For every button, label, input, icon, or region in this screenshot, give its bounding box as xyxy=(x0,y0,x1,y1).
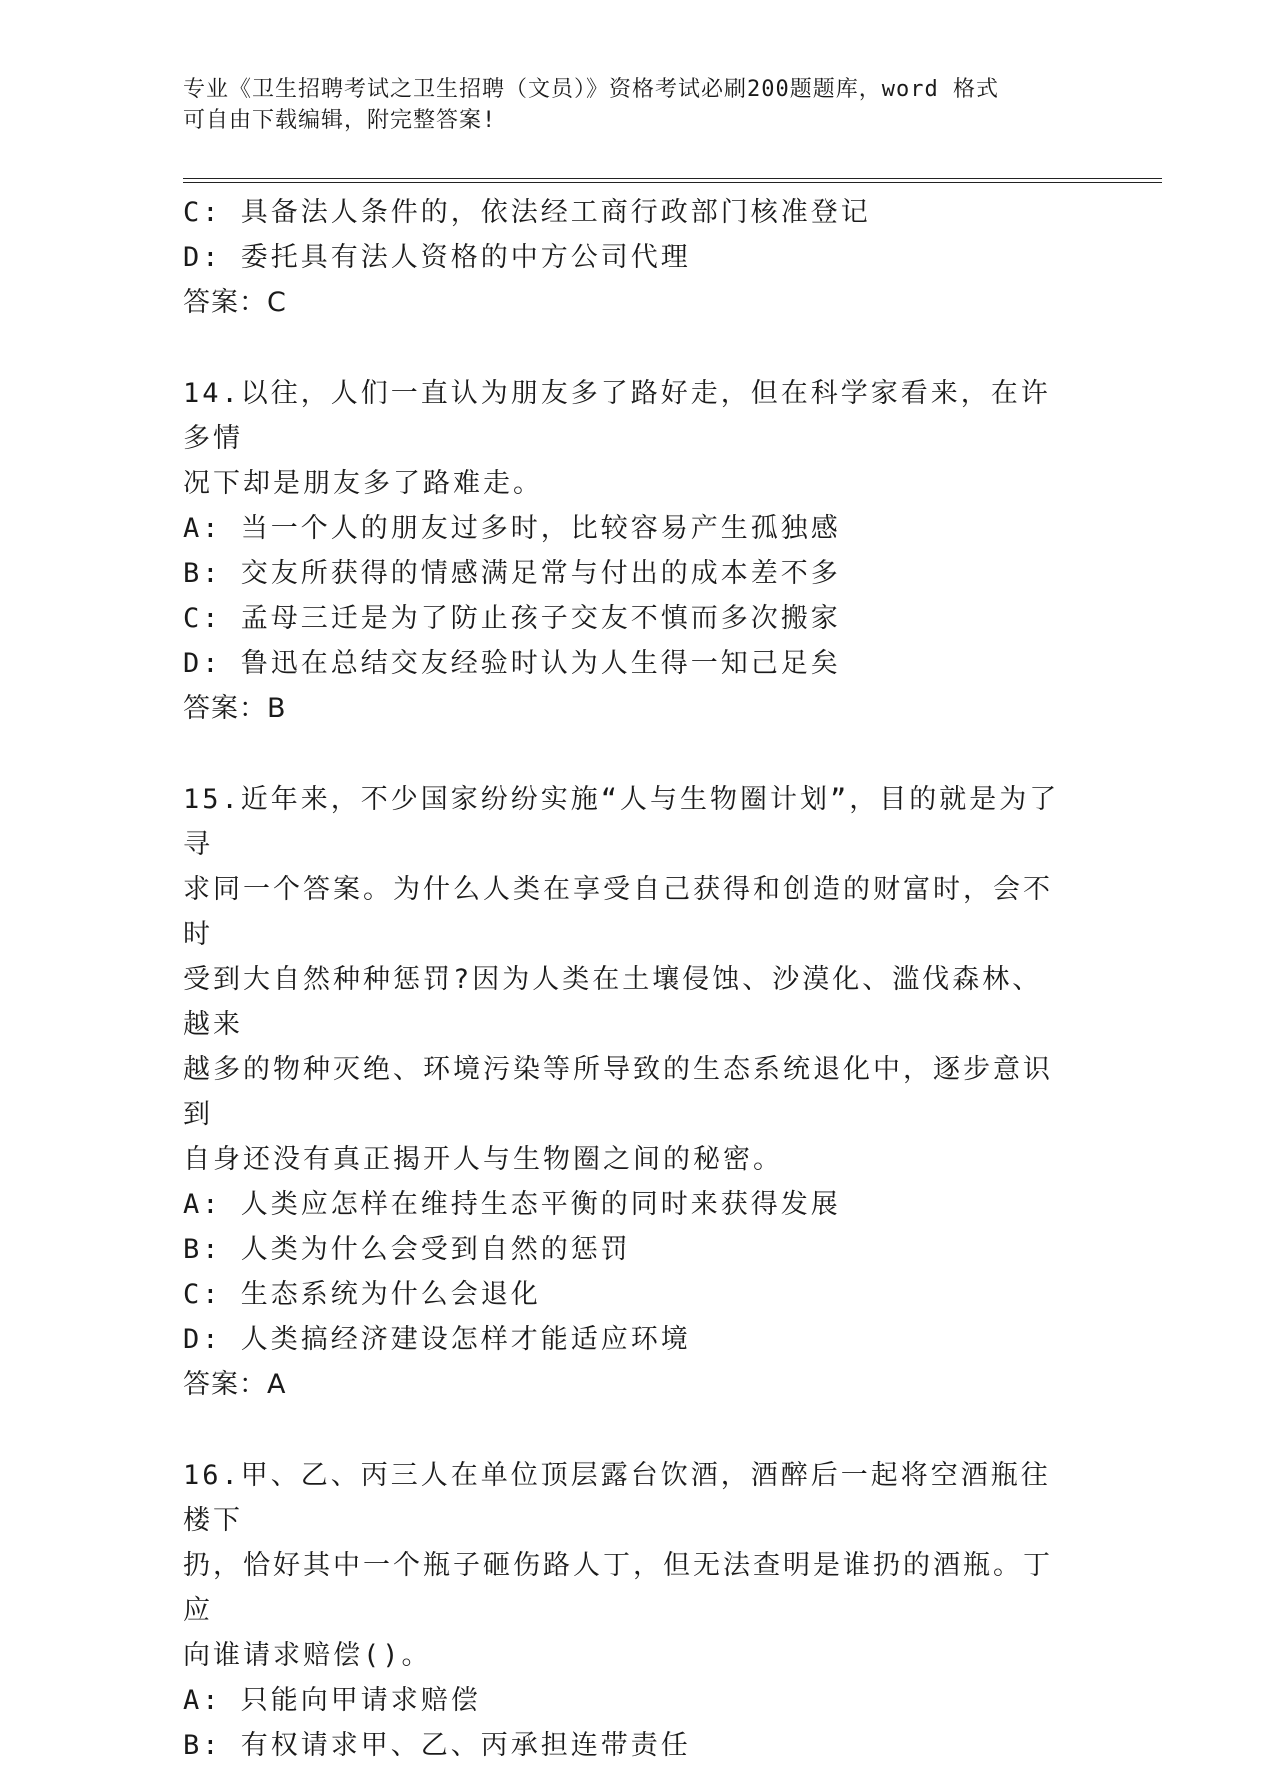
question-stem-line: 越多的物种灭绝、环境污染等所导致的生态系统退化中，逐步意识到 xyxy=(183,1054,1053,1130)
header-title-line-2: 可自由下载编辑，附完整答案! xyxy=(183,108,497,133)
option-b: B: 交友所获得的情感满足常与付出的成本差不多 xyxy=(183,558,841,589)
question-16 xyxy=(183,1453,1063,1768)
question-stem-line: 求同一个答案。为什么人类在享受自己获得和创造的财富时，会不时 xyxy=(183,874,1053,950)
option-a: A: 人类应怎样在维持生态平衡的同时来获得发展 xyxy=(183,1189,841,1220)
question-13-continued xyxy=(183,190,1063,325)
page-header xyxy=(183,74,1083,136)
header-divider xyxy=(183,178,1162,183)
question-14 xyxy=(183,371,1063,731)
document-body xyxy=(183,190,1063,1768)
question-15 xyxy=(183,777,1063,1407)
question-stem-line: 16.甲、乙、丙三人在单位顶层露台饮酒，酒醉后一起将空酒瓶往楼下 xyxy=(183,1460,1051,1536)
question-stem-line: 扔，恰好其中一个瓶子砸伤路人丁，但无法查明是谁扔的酒瓶。丁应 xyxy=(183,1550,1053,1626)
option-c: C: 生态系统为什么会退化 xyxy=(183,1279,541,1310)
option-c: C: 孟母三迁是为了防止孩子交友不慎而多次搬家 xyxy=(183,603,841,634)
answer-line: 答案：B xyxy=(183,693,287,724)
question-stem-line: 况下却是朋友多了路难走。 xyxy=(183,468,543,499)
option-b: B: 人类为什么会受到自然的惩罚 xyxy=(183,1234,631,1265)
question-stem-line: 向谁请求赔偿()。 xyxy=(183,1640,432,1671)
option-a: A: 当一个人的朋友过多时，比较容易产生孤独感 xyxy=(183,513,841,544)
header-title-line-1: 专业《卫生招聘考试之卫生招聘（文员）》资格考试必刷200题题库，word 格式 xyxy=(183,77,999,102)
option-d: D: 委托具有法人资格的中方公司代理 xyxy=(183,242,691,273)
question-stem-line: 受到大自然种种惩罚?因为人类在土壤侵蚀、沙漠化、滥伐森林、越来 xyxy=(183,964,1043,1040)
question-stem-line: 15.近年来，不少国家纷纷实施“人与生物圈计划”，目的就是为了寻 xyxy=(183,784,1060,860)
option-a: A: 只能向甲请求赔偿 xyxy=(183,1685,481,1716)
option-c: C: 具备法人条件的，依法经工商行政部门核准登记 xyxy=(183,197,871,228)
question-stem-line: 自身还没有真正揭开人与生物圈之间的秘密。 xyxy=(183,1144,783,1175)
option-b: B: 有权请求甲、乙、丙承担连带责任 xyxy=(183,1730,691,1761)
option-d: D: 人类搞经济建设怎样才能适应环境 xyxy=(183,1324,691,1355)
answer-line: 答案：C xyxy=(183,287,287,318)
option-d: D: 鲁迅在总结交友经验时认为人生得一知己足矣 xyxy=(183,648,841,679)
answer-line: 答案：A xyxy=(183,1369,287,1400)
question-stem-line: 14.以往，人们一直认为朋友多了路好走，但在科学家看来，在许多情 xyxy=(183,378,1051,454)
